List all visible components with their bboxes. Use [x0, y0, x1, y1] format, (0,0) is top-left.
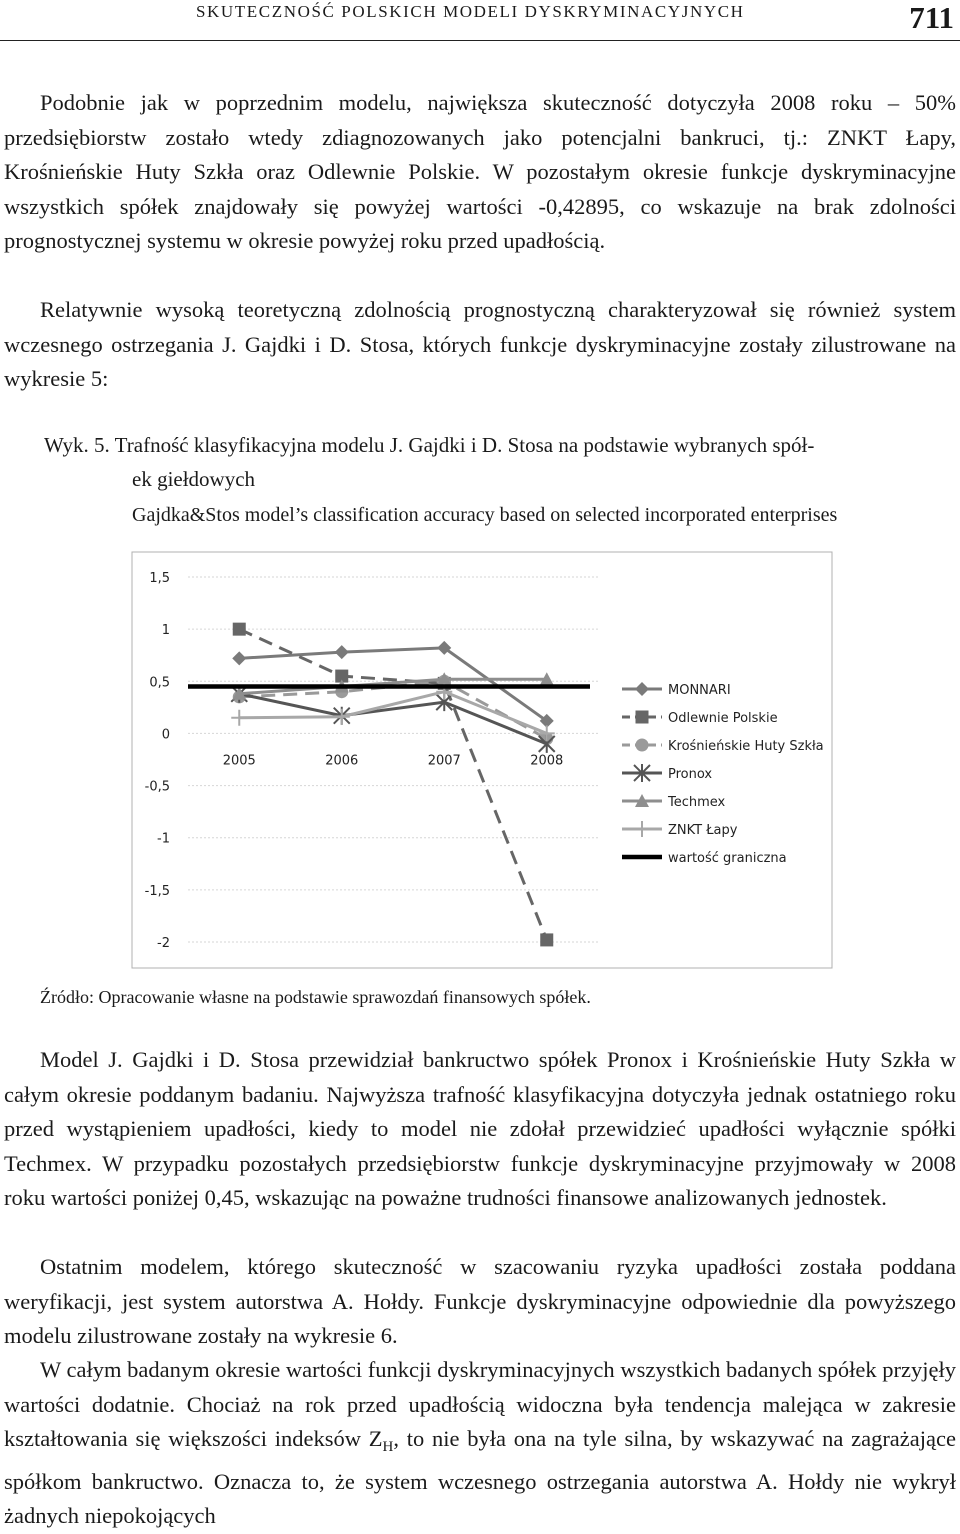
paragraph-2: Relatywnie wysoką teoretyczną zdolnością prognostyczną charakteryzował się również system wczesnego ostrzegania J. Gajdki i D. Stosa, których funkcje dyskryminacyjne zostały zilustrowane na wykresie 5:: [4, 297, 956, 391]
figure-caption-line1: Wyk. 5. Trafność klasyfikacyjna modelu J. Gajdki i D. Stosa na podstawie wybranych spół-: [44, 433, 815, 457]
legend-label: Pronox: [668, 767, 713, 782]
figure-caption-line2: ek giełdowych: [132, 467, 256, 491]
page-number: 711: [909, 0, 954, 35]
figure-caption-english: Gajdka&Stos model’s classification accuracy based on selected incorporated enterprises: [132, 504, 838, 526]
legend-label: ZNKT Łapy: [668, 823, 738, 838]
y-tick-label: 1,5: [149, 571, 170, 586]
y-tick-label: 1: [161, 623, 170, 639]
y-tick-label: -1,5: [144, 883, 170, 899]
y-tick-label: -1: [157, 831, 170, 847]
y-tick-label: -2: [157, 936, 170, 951]
data-point: [636, 711, 649, 724]
running-title: SKUTECZNOŚĆ POLSKICH MODELI DYSKRYMINACYJNYCH: [196, 2, 745, 21]
x-tick-label: 2005: [222, 753, 256, 769]
x-tick-label: 2007: [427, 753, 461, 769]
paragraph-4: Ostatnim modelem, którego skuteczność w szacowaniu ryzyka upadłości została poddana weryfikacji, jest system autorstwa A. Hołdy. Funkcje dyskryminacyjne odpowiednie dla powyższego modelu zilustrowane zostały na wykresie 6.: [4, 1254, 956, 1348]
paragraph-5-text-a: W całym badanym okresie wartości funkcji dyskryminacyjnych wszystkich badanych spółek przyjęły wartości dodatnie. Chociaż na rok przed upadłością widoczna była tendencja malejąca w zakresie kształtowania się większości indeksów Z: [4, 1357, 956, 1451]
y-tick-label: 0,5: [149, 675, 170, 691]
legend-label: MONNARI: [668, 683, 731, 698]
paragraph-3: Model J. Gajdki i D. Stosa przewidział bankructwo spółek Pronox i Krośnieńskie Huty Szkła w całym okresie poddanym badaniu. Najwyższa trafność klasyfikacyjna dotyczyła jednak ostatniego roku przed wystąpieniem upadłości, kiedy to model nie zdołał przewidzieć upadłości wyłącznie spółki Techmex. W przypadku pozostałych przedsiębiorstw funkcje dyskryminacyjne przyjmowały w 2008 roku wartości poniżej 0,45, wskazując na poważne trudności finansowe analizowanych jednostek.: [4, 1047, 956, 1210]
page-header: [0, 0, 960, 44]
legend-label: Odlewnie Polskie: [668, 711, 778, 726]
paragraph-1: Podobnie jak w poprzednim modelu, największa skuteczność dotyczyła 2008 roku – 50% przedsiębiorstw zostało wtedy zdiagnozowanych jako potencjalni bankruci, tj.: ZNKT Łapy, Krośnieńskie Huty Szkła oraz Odlewnie Polskie. W pozostałym okresie funkcje dyskryminacyjne wszystkich spółek znajdowały się powyżej wartości -0,42895, co wskazuje na brak zdolności prognostycznej systemu w okresie powyżej roku przed upadłością.: [4, 90, 956, 253]
legend-label: wartość graniczna: [668, 851, 787, 866]
figure-source: Źródło: Opracowanie własne na podstawie sprawozdań finansowych spółek.: [40, 987, 591, 1007]
data-point: [233, 623, 246, 636]
legend-label: Krośnieńskie Huty Szkła: [668, 739, 824, 754]
header-rule: [0, 40, 960, 41]
paragraph-5-text-b: , to nie była ona na tyle silna, by wskazywać na zagrażające spółkom bankructwo. Oznacza to, że system wczesnego ostrzegania autorstwa A. Hołdy nie wykrył żadnych niepokojących: [4, 1426, 956, 1528]
paragraph-5: [4, 1353, 956, 1534]
paragraph-5-subscript: H: [382, 1439, 394, 1455]
legend-label: Techmex: [668, 795, 726, 810]
y-tick-label: -0,5: [144, 779, 170, 795]
figure-caption: [44, 428, 956, 496]
x-tick-label: 2006: [325, 753, 359, 769]
x-tick-label: 2008: [530, 753, 564, 769]
data-point: [540, 933, 553, 946]
line-chart: [0, 548, 960, 978]
y-tick-label: 0: [161, 727, 170, 743]
data-point: [636, 739, 649, 752]
